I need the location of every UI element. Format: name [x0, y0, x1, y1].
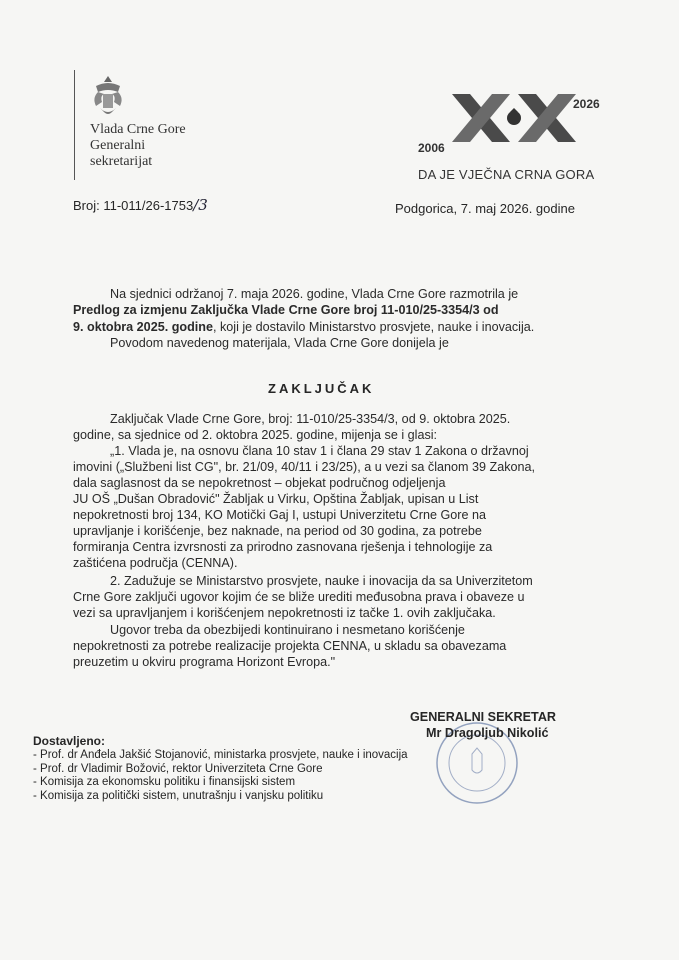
intro-line-rest: , koji je dostavilo Ministarstvo prosvjete, nauke i inovacija.: [212, 320, 535, 334]
intro-line: Na sjednici održanoj 7. maja 2026. godine, Vlada Crne Gore razmotrila je: [110, 287, 519, 301]
body-line: zaštićena područja (CENNA).: [73, 556, 238, 570]
body-line: godine, sa sjednice od 2. oktobra 2025. godine, mijenja se i glasi:: [73, 428, 438, 442]
document-title: ZAKLJUČAK: [268, 381, 375, 396]
body-line: nepokretnosti broj 134, KO Motički Gaj I, ustupi Univerzitetu Crne Gore na: [73, 508, 486, 522]
body-line: imovini („Službeni list CG", br. 21/09, 40/11 i 23/25), a u vezi sa članom 39 Zakona,: [73, 460, 536, 474]
distribution-heading: Dostavljeno:: [33, 734, 106, 748]
header-divider-line: [74, 70, 75, 180]
coat-of-arms-icon: [88, 72, 128, 120]
document-number-label: Broj: 11-011/26-1753: [73, 198, 194, 213]
logo-slogan: DA JE VJEČNA CRNA GORA: [418, 167, 595, 182]
body-line: JU OŠ „Dušan Obradović" Žabljak u Virku, Opština Žabljak, upisan u List: [73, 492, 479, 506]
intro-date-bold: 9. oktobra 2025. godine: [73, 320, 213, 334]
body-line: nepokretnosti za potrebe realizacije projekta CENNA, u skladu sa obavezama: [73, 639, 507, 653]
body-line: vezi sa upravljanjem i korišćenjem nepokretnosti iz tačke 1. ovih zaključaka.: [73, 606, 496, 620]
body-line: Crne Gore zaključi ugovor kojim će se bliže urediti međusobna prava i obaveze u: [73, 590, 525, 604]
signature-block: [410, 709, 556, 741]
document-date: Podgorica, 7. maj 2026. godine: [395, 201, 575, 216]
body-line: formiranja Centra izvrsnosti za prirodno zasnovana rješenja i tehnologije za: [73, 540, 493, 554]
distribution-list: [33, 735, 408, 804]
distribution-item: - Prof. dr Vladimir Božović, rektor Univerziteta Crne Gore: [33, 762, 323, 775]
intro-line: Povodom navedenog materijala, Vlada Crne Gore donijela je: [110, 336, 449, 350]
logo-year-end: 2026: [573, 97, 600, 111]
distribution-item: - Komisija za ekonomsku politiku i finansijski sistem: [33, 776, 296, 789]
distribution-item: - Prof. dr Anđela Jakšić Stojanović, ministarka prosvjete, nauke i inovacija: [33, 748, 408, 761]
document-number: [73, 196, 208, 214]
distribution-item: - Komisija za politički sistem, unutrašnju i vanjsku politiku: [33, 790, 324, 803]
organization-name: [90, 122, 186, 170]
body-line: Zaključak Vlade Crne Gore, broj: 11-010/25-3354/3, od 9. oktobra 2025.: [110, 412, 511, 426]
body-line: dala saglasnost da se nepokretnost – objekat područnog odjeljenja: [73, 476, 446, 490]
signature-title: GENERALNI SEKRETAR: [410, 710, 557, 724]
intro-line-bold: Predlog za izmjenu Zaključka Vlade Crne Gore broj 11-010/25-3354/3 od: [73, 303, 499, 317]
body-line: Ugovor treba da obezbijedi kontinuirano i nesmetano korišćenje: [110, 623, 465, 637]
body-line: „1. Vlada je, na osnovu člana 10 stav 1 i člana 29 stav 1 Zakona o državnoj: [110, 444, 529, 458]
org-line: Generalni: [90, 138, 146, 153]
body-line: upravljanje i korišćenje, bez naknade, na period od 30 godina, za potrebe: [73, 524, 482, 538]
signature-name: Mr Dragoljub Nikolić: [426, 726, 549, 740]
handwritten-suffix: /3: [193, 196, 208, 214]
logo-year-start: 2006: [418, 141, 445, 155]
org-line: Vlada Crne Gore: [90, 122, 186, 137]
body-line: preuzetim u okviru programa Horizont Evropa.": [73, 655, 336, 669]
org-line: sekretarijat: [90, 154, 153, 169]
body-line: 2. Zadužuje se Ministarstvo prosvjete, nauke i inovacija da sa Univerzitetom: [110, 574, 533, 588]
intro-line: [73, 320, 534, 336]
